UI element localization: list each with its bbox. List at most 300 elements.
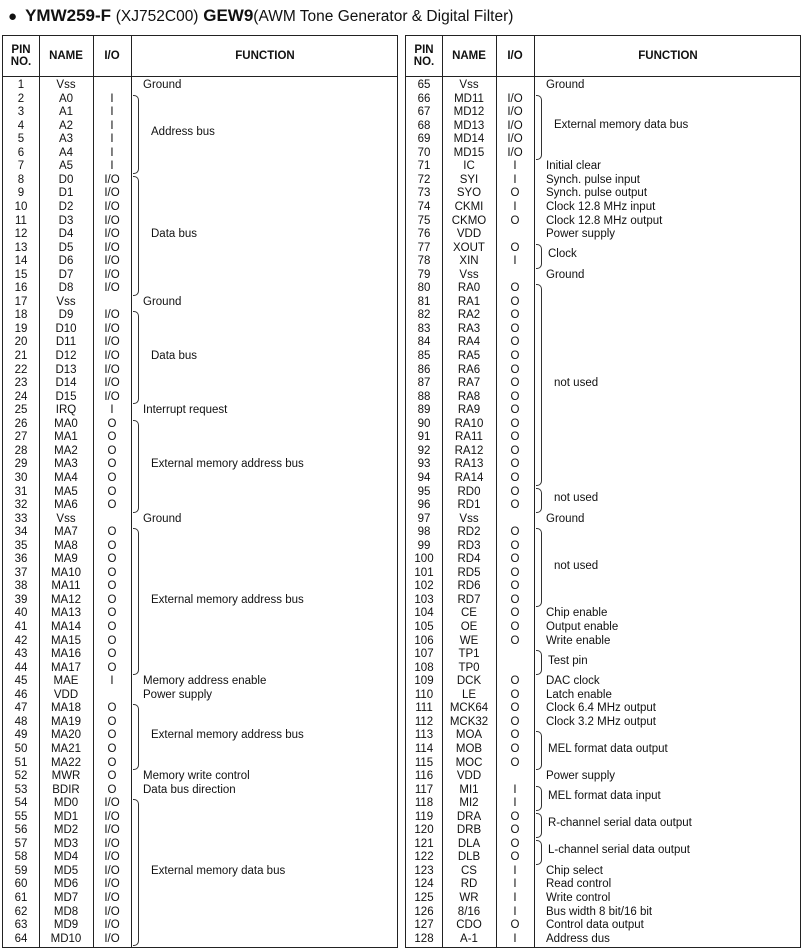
pin-io: O — [510, 810, 520, 823]
pin-row — [406, 255, 800, 269]
pin-name: D6 — [58, 255, 74, 268]
pin-function: Chip enable — [546, 607, 608, 620]
group-brace — [536, 813, 542, 838]
part-number: YMW259-F — [25, 6, 112, 25]
pin-number: 17 — [14, 295, 28, 308]
pin-io: O — [107, 770, 117, 783]
pin-number: 14 — [14, 255, 28, 268]
pin-number: 118 — [414, 797, 434, 810]
pin-row — [3, 445, 397, 459]
pin-name: MA19 — [50, 715, 82, 728]
pin-number: 50 — [14, 742, 28, 755]
pin-row — [406, 607, 800, 621]
pin-io: I/O — [104, 200, 120, 213]
pin-row — [3, 309, 397, 323]
pin-number: 49 — [14, 729, 28, 742]
pin-io: O — [510, 485, 520, 498]
pin-name: MA4 — [54, 471, 78, 484]
pin-number: 94 — [417, 471, 431, 484]
pin-row — [3, 621, 397, 635]
pin-name: MD12 — [453, 106, 485, 119]
pin-number: 101 — [414, 566, 434, 579]
pin-io: I — [513, 173, 517, 186]
pin-name: A0 — [58, 92, 74, 105]
pin-io: O — [510, 580, 520, 593]
pin-name: A2 — [58, 119, 74, 132]
pin-number: 62 — [14, 905, 28, 918]
pin-number: 69 — [417, 133, 431, 146]
pin-io: O — [510, 688, 520, 701]
pin-name: MA12 — [50, 593, 82, 606]
pin-io: O — [107, 783, 117, 796]
pin-io: O — [510, 675, 520, 688]
pin-name: MOA — [455, 729, 483, 742]
pin-io: I — [110, 160, 114, 173]
pin-number: 19 — [14, 322, 28, 335]
pin-name: MA15 — [50, 634, 82, 647]
pin-row — [406, 580, 800, 594]
pin-number: 26 — [14, 417, 28, 430]
pin-number: 4 — [17, 119, 25, 132]
pin-number: 114 — [414, 742, 434, 755]
pin-function: Ground — [143, 512, 182, 525]
pin-number: 120 — [414, 824, 434, 837]
pin-io: O — [510, 499, 520, 512]
pin-io: O — [510, 214, 520, 227]
pin-number: 20 — [14, 336, 28, 349]
group-brace — [133, 528, 139, 675]
group-brace — [536, 731, 542, 770]
pin-name: TP1 — [458, 648, 480, 661]
pin-number: 84 — [417, 336, 431, 349]
pin-number: 64 — [14, 932, 28, 945]
group-label: L-channel serial data output — [548, 844, 690, 857]
pin-number: 37 — [14, 566, 28, 579]
group-label: External memory address bus — [151, 729, 304, 742]
pin-function: Interrupt request — [143, 404, 228, 417]
pin-io: I — [513, 797, 517, 810]
pin-row — [406, 662, 800, 676]
pin-name: DRB — [456, 824, 482, 837]
pin-number: 70 — [417, 146, 431, 159]
pin-io: I/O — [104, 336, 120, 349]
group-brace — [536, 95, 542, 161]
pin-name: MA20 — [50, 729, 82, 742]
group-label: Data bus — [151, 349, 198, 362]
pin-name: MOC — [455, 756, 483, 769]
pin-row — [406, 892, 800, 906]
pin-row — [406, 350, 800, 364]
pin-name: RA3 — [457, 322, 481, 335]
pin-row — [406, 133, 800, 147]
pin-io: I/O — [104, 932, 120, 945]
pin-name: MA3 — [54, 458, 78, 471]
pin-row — [3, 106, 397, 120]
pin-name: MD5 — [53, 864, 79, 877]
pin-name: RA12 — [454, 444, 484, 457]
pin-number: 33 — [14, 512, 28, 525]
pin-row — [3, 689, 397, 703]
pin-row — [3, 350, 397, 364]
table-header — [406, 36, 800, 77]
pin-number: 72 — [417, 173, 431, 186]
pin-name: RD0 — [457, 485, 481, 498]
pin-name: MD11 — [454, 92, 484, 105]
pin-name: RD2 — [457, 526, 481, 539]
pin-number: 87 — [417, 377, 431, 390]
pin-number: 88 — [417, 390, 431, 403]
pin-io: O — [510, 742, 520, 755]
pin-io: I/O — [104, 797, 120, 810]
pin-function: Write enable — [546, 634, 611, 647]
pin-number: 9 — [17, 187, 25, 200]
pin-io: O — [510, 471, 520, 484]
pin-row — [3, 391, 397, 405]
pin-number: 117 — [414, 783, 434, 796]
pin-row — [3, 784, 397, 798]
pin-row — [3, 377, 397, 391]
pin-name: SYO — [456, 187, 482, 200]
pin-number: 1 — [17, 79, 25, 91]
pin-name: D8 — [58, 282, 74, 295]
pin-io: O — [510, 702, 520, 715]
group-brace — [536, 840, 542, 865]
pin-io: O — [107, 417, 117, 430]
part-code: (XJ752C00) — [115, 8, 199, 25]
pin-function: Output enable — [546, 621, 619, 633]
header-name: NAME — [49, 50, 83, 62]
pin-function: Clock 3.2 MHz output — [546, 715, 656, 728]
pin-name: MD3 — [53, 837, 79, 850]
document-title — [8, 6, 513, 26]
pin-name: MD1 — [53, 810, 79, 823]
pin-row — [3, 757, 397, 771]
pin-function: Chip select — [546, 864, 603, 877]
pin-name: DLB — [457, 851, 481, 864]
pin-function: Ground — [143, 295, 182, 308]
pin-name: A3 — [58, 133, 74, 146]
pin-function: Power supply — [143, 688, 213, 701]
group-brace — [133, 420, 139, 513]
pin-row — [3, 838, 397, 852]
pin-number: 66 — [417, 92, 431, 105]
pin-name: D14 — [55, 377, 77, 390]
pin-number: 42 — [14, 634, 28, 647]
pin-io: I — [110, 675, 114, 688]
pin-io: I — [110, 119, 114, 132]
pin-number: 25 — [14, 404, 28, 417]
pin-io: O — [510, 363, 520, 376]
pin-row — [406, 431, 800, 445]
header-pin: PIN NO. — [10, 44, 32, 68]
pin-row — [3, 662, 397, 676]
pin-name: VDD — [456, 770, 482, 783]
pin-name: $\overline{IC}$ — [463, 160, 475, 173]
pin-io: O — [510, 919, 520, 932]
pin-io: O — [510, 336, 520, 349]
pin-number: 13 — [14, 241, 28, 254]
pin-name: RD7 — [457, 593, 481, 606]
pin-row — [3, 553, 397, 567]
pin-name: RA9 — [457, 404, 481, 417]
pin-io: I/O — [104, 810, 120, 823]
pin-name: RA14 — [454, 471, 484, 484]
pin-row — [406, 621, 800, 635]
pin-number: 38 — [14, 580, 28, 593]
pin-number: 48 — [14, 715, 28, 728]
pin-name: $\overline{CE}$ — [461, 607, 477, 620]
pin-number: 63 — [14, 919, 28, 932]
pin-name: Vss — [459, 268, 479, 281]
pin-number: 30 — [14, 471, 28, 484]
pin-row — [406, 201, 800, 215]
pin-row — [3, 648, 397, 662]
header-function: FUNCTION — [638, 50, 698, 62]
pin-io: I/O — [104, 228, 120, 241]
part-description: (AWM Tone Generator & Digital Filter) — [253, 8, 514, 25]
pin-function: Synch. pulse output — [546, 187, 648, 200]
pin-row — [3, 323, 397, 337]
pin-row — [3, 282, 397, 296]
pin-name: $\overline{WE}$ — [459, 634, 479, 647]
pin-name: RA0 — [457, 282, 481, 295]
pin-io: I/O — [507, 133, 523, 146]
pin-number: 74 — [417, 200, 431, 213]
pin-name: MD7 — [53, 892, 79, 904]
pin-number: 57 — [14, 837, 28, 850]
pin-name: Vss — [56, 512, 76, 525]
pin-number: 85 — [417, 350, 431, 362]
pin-row — [3, 513, 397, 527]
group-brace — [536, 284, 542, 485]
pin-name: D4 — [58, 228, 74, 241]
pin-name: A1 — [58, 106, 74, 119]
pin-row — [3, 526, 397, 540]
pin-io: I — [110, 106, 114, 119]
pin-number: 71 — [417, 160, 431, 173]
pin-name: D10 — [55, 322, 77, 335]
pin-row — [3, 201, 397, 215]
pin-name: $\overline{IRQ}$ — [55, 404, 77, 417]
pin-io: I/O — [104, 363, 120, 376]
pin-io: O — [510, 282, 520, 295]
pin-number: 10 — [14, 200, 28, 213]
pin-row — [406, 242, 800, 256]
pin-function: Address dus — [546, 932, 610, 945]
pin-number: 79 — [417, 268, 431, 281]
pin-io: I/O — [104, 390, 120, 403]
pin-number: 104 — [414, 607, 434, 620]
group-label: External memory address bus — [151, 458, 304, 471]
pin-function: Ground — [546, 512, 585, 525]
pin-io: O — [510, 553, 520, 566]
pin-io: I/O — [104, 214, 120, 227]
pin-row — [406, 269, 800, 283]
pin-row — [406, 648, 800, 662]
pin-name: XOUT — [453, 241, 485, 254]
pin-number: 28 — [14, 444, 28, 457]
pin-name: MD2 — [53, 824, 79, 837]
pin-number: 96 — [417, 499, 431, 512]
pin-io: I/O — [104, 282, 120, 295]
pin-row — [406, 296, 800, 310]
pin-io: O — [107, 485, 117, 498]
pin-number: 109 — [414, 675, 434, 688]
pin-io: O — [510, 715, 520, 728]
pin-row — [406, 933, 800, 947]
pin-row — [406, 147, 800, 161]
pin-row — [3, 743, 397, 757]
pin-io: I/O — [104, 350, 120, 362]
pin-name: $\overline{CS}$ — [461, 864, 477, 877]
pin-number: 58 — [14, 851, 28, 864]
pin-number: 113 — [414, 729, 434, 742]
pin-name: MA7 — [54, 526, 78, 539]
pin-number: 47 — [14, 702, 28, 715]
pin-io: O — [107, 729, 117, 742]
pin-io: I — [110, 146, 114, 159]
pin-number: 59 — [14, 864, 28, 877]
header-io: I/O — [104, 50, 120, 62]
pin-number: 6 — [17, 146, 25, 159]
pin-row — [3, 919, 397, 933]
group-brace — [133, 95, 139, 174]
pin-function: Control data output — [546, 919, 644, 932]
pin-number: 5 — [17, 133, 25, 146]
pin-row — [406, 445, 800, 459]
pin-row — [3, 160, 397, 174]
pin-number: 34 — [14, 526, 28, 539]
pin-name: CDO — [456, 919, 482, 932]
pin-number: 121 — [414, 837, 434, 850]
pin-function: Ground — [546, 268, 585, 281]
pin-name: DRA — [456, 810, 482, 823]
pin-io: I — [513, 200, 517, 213]
pin-name: VDD — [456, 228, 482, 241]
pin-io: O — [107, 566, 117, 579]
group-label: External memory address bus — [151, 593, 304, 606]
pin-row — [3, 228, 397, 242]
pin-function: Power supply — [546, 228, 616, 241]
pin-number: 22 — [14, 363, 28, 376]
group-label: MEL format data input — [548, 790, 661, 803]
pin-io: O — [107, 634, 117, 647]
pin-io: O — [510, 241, 520, 254]
pin-io: O — [510, 621, 520, 633]
pin-name: Vss — [459, 512, 479, 525]
group-brace — [536, 488, 542, 513]
pin-row — [406, 675, 800, 689]
pin-io: I/O — [104, 919, 120, 932]
group-label: External memory data bus — [554, 119, 689, 132]
pin-number: 56 — [14, 824, 28, 837]
pin-io: I/O — [104, 241, 120, 254]
pin-row — [3, 824, 397, 838]
pin-row — [406, 404, 800, 418]
pin-number: 106 — [414, 634, 434, 647]
pin-row — [406, 770, 800, 784]
pin-name: MCK64 — [449, 702, 489, 715]
pin-name: MA11 — [51, 580, 81, 593]
pin-row — [406, 187, 800, 201]
pin-number: 36 — [14, 553, 28, 566]
pin-number: 126 — [414, 905, 434, 918]
pin-number: 75 — [417, 214, 431, 227]
pin-io: O — [107, 702, 117, 715]
pin-name: RA10 — [454, 417, 484, 430]
pin-row — [406, 729, 800, 743]
pin-number: 8 — [17, 173, 25, 186]
pin-io: I/O — [104, 322, 120, 335]
pin-row — [406, 878, 800, 892]
pin-function: Ground — [143, 79, 182, 91]
pin-row — [3, 635, 397, 649]
group-brace — [536, 786, 542, 811]
pin-number: 52 — [14, 770, 28, 783]
pin-row — [406, 174, 800, 188]
pin-row — [406, 553, 800, 567]
pin-number: 91 — [417, 431, 431, 444]
pin-name: MI2 — [459, 797, 479, 810]
pin-io: O — [107, 648, 117, 661]
pin-number: 39 — [14, 593, 28, 606]
pin-name: MA5 — [54, 485, 78, 498]
pin-number: 45 — [14, 675, 28, 688]
pin-name: D15 — [55, 390, 77, 403]
pin-io: O — [510, 309, 520, 322]
pin-row — [406, 282, 800, 296]
group-brace — [536, 244, 542, 269]
pin-number: 82 — [417, 309, 431, 322]
pin-io: I/O — [104, 309, 120, 322]
pin-name: MD10 — [50, 932, 82, 945]
pin-row — [406, 757, 800, 771]
pin-number: 15 — [14, 268, 28, 281]
pin-row — [3, 79, 397, 93]
pin-io: I/O — [507, 106, 523, 119]
pin-name: RA13 — [454, 458, 484, 471]
pin-function: Ground — [546, 79, 585, 91]
pin-name: MA2 — [54, 444, 78, 457]
pin-io: O — [107, 553, 117, 566]
pin-name: MA9 — [54, 553, 78, 566]
pin-io: O — [107, 539, 117, 552]
pin-name: D0 — [58, 173, 74, 186]
pin-row — [3, 242, 397, 256]
pin-io: O — [107, 431, 117, 444]
pin-row — [3, 364, 397, 378]
pin-name: SYI — [459, 173, 479, 186]
pin-io: O — [510, 593, 520, 606]
pin-number: 77 — [417, 241, 431, 254]
pin-number: 46 — [14, 688, 28, 701]
pin-io: I — [513, 905, 517, 918]
pin-name: $\overline{OE}$ — [460, 621, 478, 633]
pin-name: MD8 — [53, 905, 79, 918]
pin-io: I/O — [104, 268, 120, 281]
group-label: MEL format data output — [548, 742, 668, 755]
pin-io: O — [107, 593, 117, 606]
pin-io: O — [107, 526, 117, 539]
pin-io: O — [510, 444, 520, 457]
pin-io: O — [510, 837, 520, 850]
pin-row — [406, 323, 800, 337]
pin-number: 83 — [417, 322, 431, 335]
pin-io: I/O — [104, 824, 120, 837]
pin-row — [406, 391, 800, 405]
header-pin: PIN NO. — [413, 44, 435, 68]
pin-row — [406, 160, 800, 174]
